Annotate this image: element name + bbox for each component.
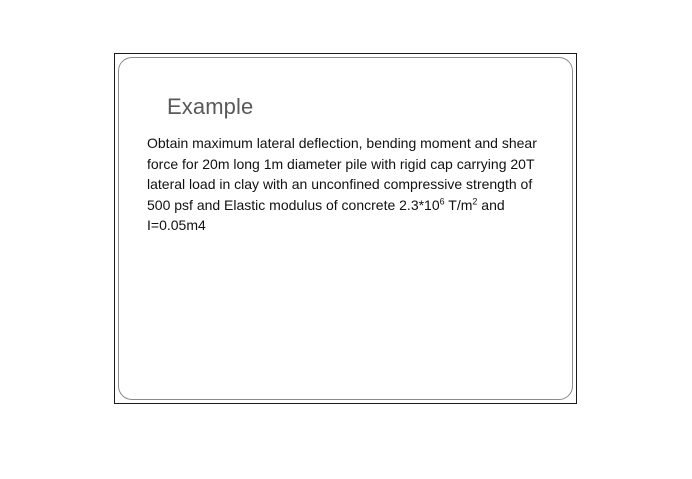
exponent-superscript: 6 bbox=[439, 195, 445, 206]
body-text-part: Obtain maximum lateral deflection, bending moment and shear force for 20m long 1m diameter pile with rigid cap carrying 20T lateral load in clay with an unconfined compressive strength of 500 psf and Elastic modulus of concrete 2.3*10 bbox=[147, 135, 537, 213]
slide-body-text bbox=[147, 133, 547, 236]
slide-title: Example bbox=[167, 94, 254, 119]
body-text-part: T/m bbox=[444, 196, 473, 213]
slide-content-border bbox=[118, 57, 573, 400]
body-text-part: and I=0.05m4 bbox=[147, 196, 505, 233]
exponent-superscript: 2 bbox=[472, 195, 478, 206]
slide-frame bbox=[114, 53, 577, 404]
